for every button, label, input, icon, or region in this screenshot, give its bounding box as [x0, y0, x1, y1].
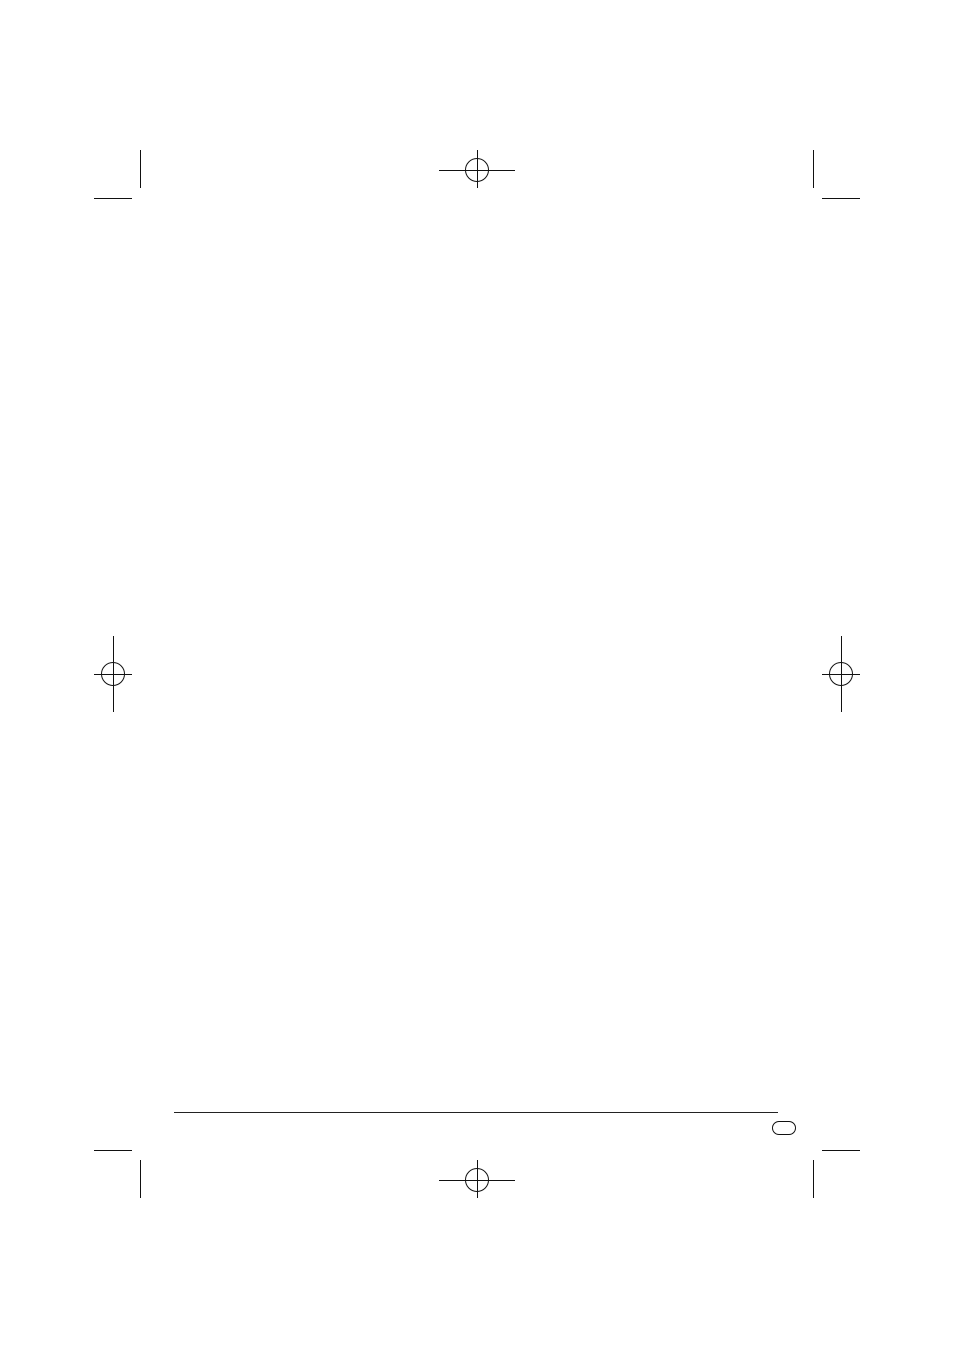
table-of-contents	[174, 285, 778, 289]
toc-header	[174, 238, 778, 278]
language-badge	[772, 1121, 796, 1135]
footer-rule	[174, 1112, 778, 1113]
